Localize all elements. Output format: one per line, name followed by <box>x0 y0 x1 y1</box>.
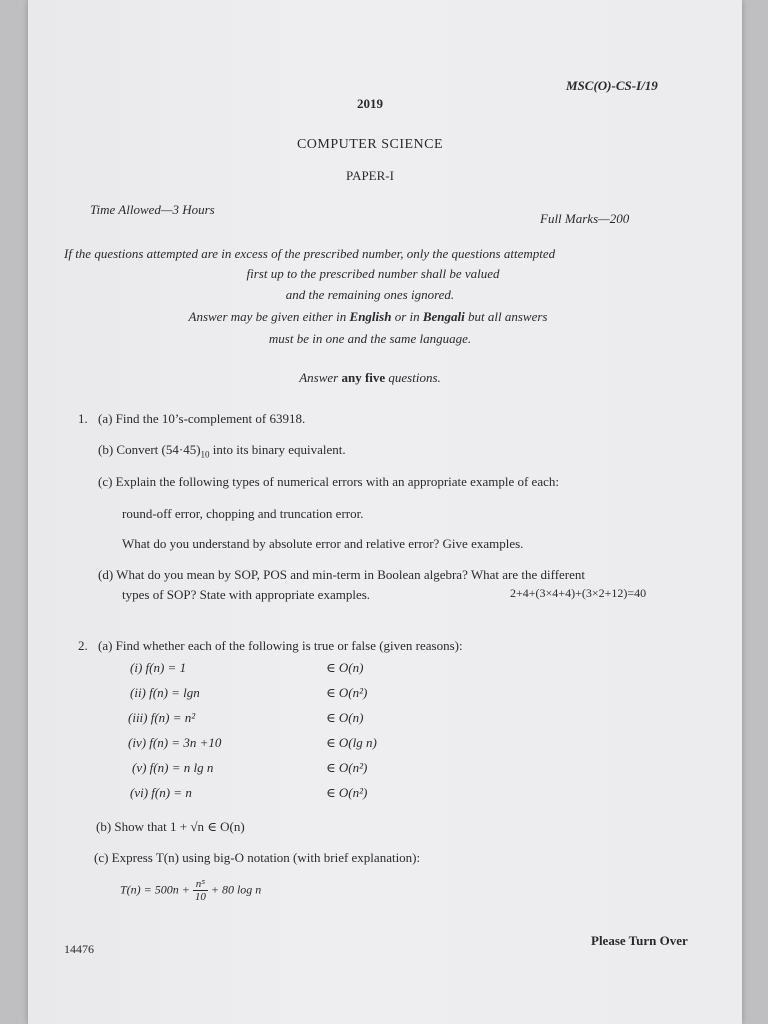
answer-text: questions. <box>385 370 441 385</box>
language-english: English <box>349 309 392 324</box>
paper-code: MSC(O)-CS-I/19 <box>566 78 658 93</box>
answer-count: any five <box>341 370 386 385</box>
language-bengali: Bengali <box>422 309 465 324</box>
full-marks: Full Marks—200 <box>540 211 630 226</box>
equation-fraction <box>193 878 208 903</box>
q2-item-relation: ∈ O(n²) <box>326 785 368 800</box>
q1-b-text: (b) Convert (54·45) <box>98 442 201 457</box>
q2-equation <box>120 878 261 903</box>
q1-part-d-line2: types of SOP? State with appropriate examples. <box>122 587 371 602</box>
q1-b-base: 10 <box>200 449 210 460</box>
q2-item-relation: ∈ O(lg n) <box>326 735 377 750</box>
q2-item-relation: ∈ O(n²) <box>326 760 368 775</box>
q1-part-a: (a) Find the 10’s-complement of 63918. <box>98 411 306 426</box>
q1-marks: 2+4+(3×4+4)+(3×2+12)=40 <box>510 586 647 600</box>
instruction-text: or in <box>391 309 423 324</box>
q1-number: 1. <box>78 411 88 426</box>
q2-item-label: (vi) f(n) = n <box>130 785 192 800</box>
q1-part-c-line2: round-off error, chopping and truncation error. <box>122 506 364 521</box>
exam-page <box>28 0 742 1024</box>
q2-item-relation: ∈ O(n) <box>326 710 364 725</box>
exam-year: 2019 <box>357 96 383 111</box>
equation-text: + 80 log n <box>210 882 262 897</box>
answer-text: Answer <box>299 370 342 385</box>
instruction-line-5: must be in one and the same language. <box>268 331 472 346</box>
instruction-text: Answer may be given either in <box>188 309 350 324</box>
fraction-numerator: n⁵ <box>193 878 208 891</box>
q2-item-label: (iii) f(n) = n² <box>128 710 196 725</box>
instruction-line-3: and the remaining ones ignored. <box>285 287 455 302</box>
instruction-line-4 <box>189 309 548 325</box>
booklet-code: 14476 <box>64 942 94 956</box>
q1-part-b <box>98 442 346 460</box>
q2-item-label: (ii) f(n) = lgn <box>130 685 200 700</box>
q2-item-relation: ∈ O(n) <box>326 660 364 675</box>
equation-text: T(n) = 500n + <box>120 882 190 897</box>
instruction-line-1: If the questions attempted are in excess of the prescribed number, only the questions attempted <box>64 246 556 261</box>
please-turn-over: Please Turn Over <box>591 933 688 948</box>
q2-item-relation: ∈ O(n²) <box>326 685 368 700</box>
q1-part-c-line3: What do you understand by absolute error and relative error? Give examples. <box>122 536 524 551</box>
q1-part-d-line1: (d) What do you mean by SOP, POS and min-term in Boolean algebra? What are the different <box>98 567 586 582</box>
q2-item-label: (iv) f(n) = 3n +10 <box>128 735 222 750</box>
q2-number: 2. <box>78 638 88 653</box>
fraction-denominator: 10 <box>194 891 206 903</box>
q2-part-a: (a) Find whether each of the following is true or false (given reasons): <box>98 638 463 653</box>
time-allowed: Time Allowed—3 Hours <box>90 202 215 217</box>
instruction-line-2: first up to the prescribed number shall be valued <box>246 266 500 281</box>
q1-part-c-line1: (c) Explain the following types of numerical errors with an appropriate example of each: <box>98 474 559 489</box>
q2-item-label: (v) f(n) = n lg n <box>132 760 214 775</box>
subject-title: COMPUTER SCIENCE <box>296 137 444 152</box>
q1-b-text: into its binary equivalent. <box>209 442 346 457</box>
paper-number: PAPER-I <box>346 168 394 183</box>
q2-part-b: (b) Show that 1 + √n ∈ O(n) <box>96 819 245 834</box>
q2-part-c: (c) Express T(n) using big-O notation (with brief explanation): <box>94 850 421 865</box>
q2-item-label: (i) f(n) = 1 <box>130 660 187 675</box>
answer-instruction <box>299 370 441 386</box>
instruction-text: but all answers <box>464 309 548 324</box>
